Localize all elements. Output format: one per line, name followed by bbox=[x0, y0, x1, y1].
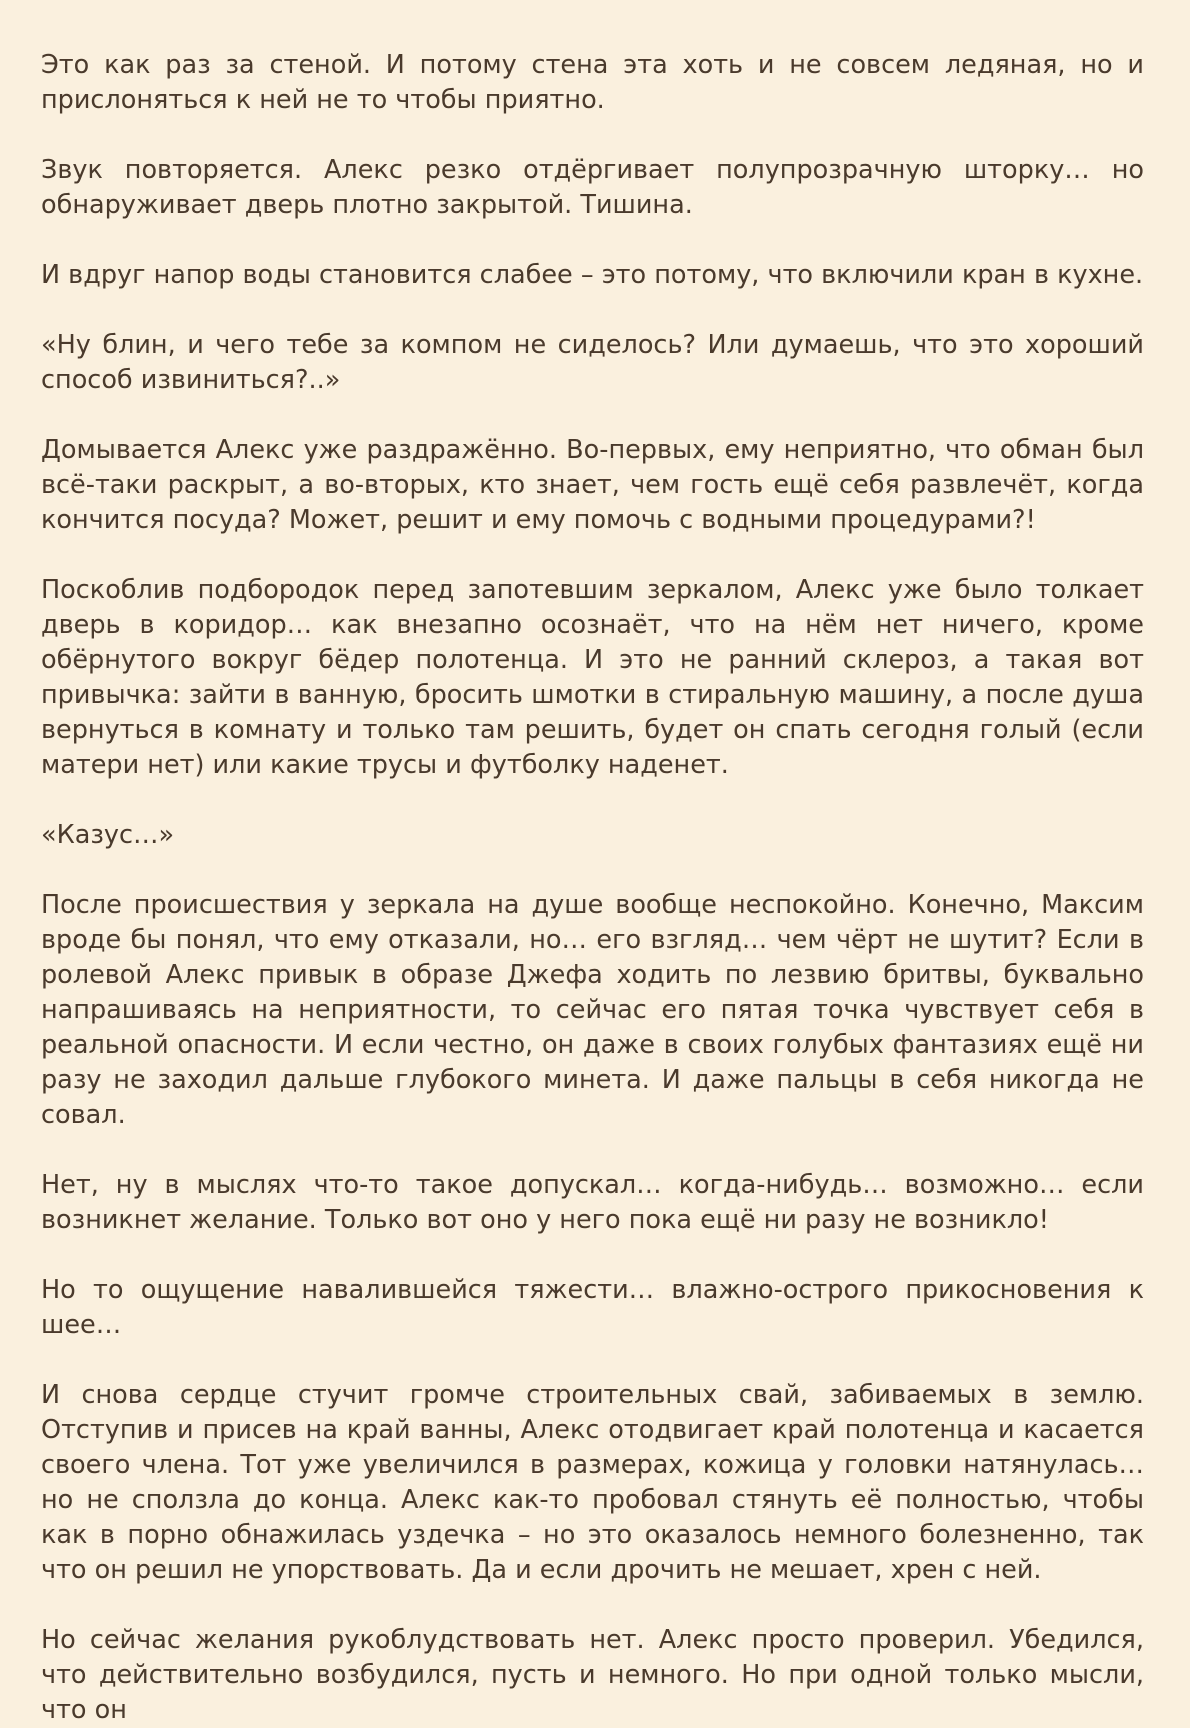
paragraph: Это как раз за стеной. И потому стена эта хоть и не совсем ледяная, но и прислоняться к ней не то чтобы приятно. bbox=[41, 50, 1144, 115]
paragraph: Но то ощущение навалившейся тяжести… влажно-острого прикосновения к шее… bbox=[41, 1275, 1144, 1340]
paragraph: После происшествия у зеркала на душе вообще неспокойно. Конечно, Максим вроде бы понял, что ему отказали, но… его взгляд… чем чёрт не шутит? Если в ролевой Алекс привык в образе Джефа ходить по лезвию бритвы, буквально напрашиваясь на неприятности, то сейчас его пятая точка чувствует себя в реальной опасности. И если честно, он даже в своих голубых фантазиях ещё ни разу не заходил дальше глубокого минета. И даже пальцы в себя никогда не совал. bbox=[41, 890, 1144, 1130]
paragraph: «Казус…» bbox=[41, 820, 175, 850]
paragraph: Звук повторяется. Алекс резко отдёргивает полупрозрачную шторку… но обнаруживает дверь плотно закрытой. Тишина. bbox=[41, 155, 1144, 220]
paragraph: Поскоблив подбородок перед запотевшим зеркалом, Алекс уже было толкает дверь в коридор… как внезапно осознаёт, что на нём нет ничего, кроме обёрнутого вокруг бёдер полотенца. И это не ранний склероз, а такая вот привычка: зайти в ванную, бросить шмотки в стиральную машину, а после душа вернуться в комнату и только там решить, будет он спать сегодня голый (если матери нет) или какие трусы и футболку наденет. bbox=[41, 575, 1144, 780]
paragraph: Домывается Алекс уже раздражённо. Во-первых, ему неприятно, что обман был всё-таки раскрыт, а во-вторых, кто знает, чем гость ещё себя развлечёт, когда кончится посуда? Может, решит и ему помочь с водными процедурами?! bbox=[41, 435, 1144, 535]
paragraph: Но сейчас желания рукоблудствовать нет. Алекс просто проверил. Убедился, что действительно возбудился, пусть и немного. Но при одной только мысли, что он bbox=[41, 1625, 1144, 1725]
paragraph: Нет, ну в мыслях что-то такое допускал… когда-нибудь… возможно… если возникнет желание. Только вот оно у него пока ещё ни разу не возникло! bbox=[41, 1170, 1144, 1235]
paragraph: И снова сердце стучит громче строительных свай, забиваемых в землю. Отступив и присев на край ванны, Алекс отодвигает край полотенца и касается своего члена. Тот уже увеличился в размерах, кожица у головки натянулась… но не сползла до конца. Алекс как-то пробовал стянуть её полностью, чтобы как в порно обнажилась уздечка – но это оказалось немного болезненно, так что он решил не упорствовать. Да и если дрочить не мешает, хрен с ней. bbox=[41, 1380, 1144, 1585]
paragraph: И вдруг напор воды становится слабее – это потому, что включили кран в кухне. bbox=[41, 260, 1144, 290]
paragraph: «Ну блин, и чего тебе за компом не сиделось? Или думаешь, что это хороший способ извиниться?..» bbox=[41, 330, 1144, 395]
